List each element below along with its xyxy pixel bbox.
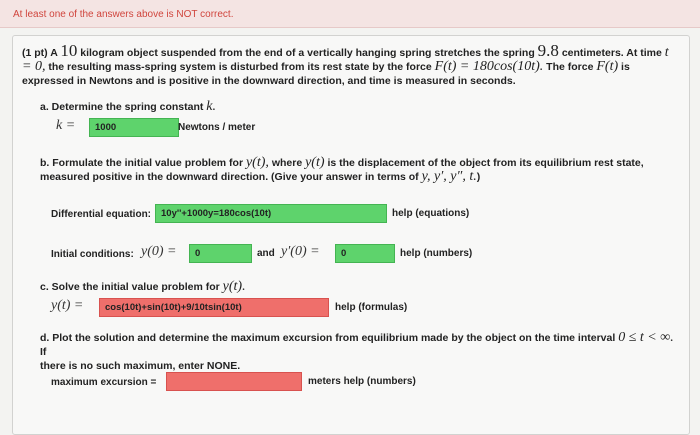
part-b-text-1: b. Formulate the initial value problem for bbox=[40, 157, 244, 169]
force-equation: F(t) = 180cos(10t). bbox=[434, 59, 544, 74]
y0-input[interactable]: 0 bbox=[189, 244, 252, 263]
help-numbers-link[interactable]: help (numbers) bbox=[400, 248, 473, 259]
yprime0-input[interactable]: 0 bbox=[335, 244, 395, 263]
part-a-text: a. Determine the spring constant bbox=[40, 101, 204, 113]
help-equations-link[interactable]: help (equations) bbox=[392, 208, 470, 219]
part-d-label bbox=[40, 331, 680, 373]
part-c-label bbox=[40, 280, 246, 294]
banner-message: At least one of the answers above is NOT correct. bbox=[13, 9, 234, 20]
spring-constant-input[interactable]: 1000 bbox=[89, 118, 179, 137]
mass-value: 10 bbox=[60, 41, 78, 60]
variables-list: y, y′, y″, t. bbox=[421, 169, 477, 184]
problem-statement bbox=[22, 41, 677, 88]
y0-label: y(0) = bbox=[141, 244, 177, 259]
solution-input[interactable]: cos(10t)+sin(10t)+9/10tsin(10t) bbox=[99, 298, 329, 317]
part-d-text-3: there is no such maximum, enter NONE. bbox=[40, 360, 241, 372]
differential-equation-label: Differential equation: bbox=[51, 209, 152, 220]
part-d-text-2: If bbox=[40, 346, 47, 358]
incorrect-answer-banner bbox=[0, 0, 700, 28]
max-excursion-input[interactable] bbox=[166, 372, 302, 391]
yt-equals-label: y(t) = bbox=[51, 298, 84, 313]
part-c-text: c. Solve the initial value problem for bbox=[40, 281, 220, 293]
problem-text-2: centimeters. At time bbox=[561, 47, 662, 59]
problem-text-3: the resulting mass-spring system is disturbed from its rest state by the force bbox=[48, 61, 432, 73]
problem-text-1: kilogram object suspended from the end of a vertically hanging spring stretches the spring bbox=[80, 47, 535, 59]
problem-text-4: The force bbox=[546, 61, 594, 73]
yt-symbol-2: y(t) bbox=[305, 155, 325, 170]
initial-conditions-label: Initial conditions: bbox=[51, 249, 134, 260]
part-b-text-2: where bbox=[271, 157, 303, 169]
meters-help-numbers-link[interactable]: meters help (numbers) bbox=[308, 376, 416, 387]
part-b-text-4: measured positive in the downward direction. (Give your answer in terms of bbox=[40, 171, 419, 183]
problem-text-5: is expressed in Newtons and is positive in the downward direction, and time is measured in seconds. bbox=[22, 61, 630, 87]
part-b-text-3: is the displacement of the object from its equilibrium rest state, bbox=[327, 157, 644, 169]
yt-symbol: y(t), bbox=[245, 155, 269, 170]
and-label: and bbox=[257, 248, 275, 259]
help-formulas-link[interactable]: help (formulas) bbox=[335, 302, 408, 313]
part-a-label bbox=[40, 100, 216, 114]
time-interval: 0 ≤ t < ∞. bbox=[618, 330, 674, 345]
max-excursion-label: maximum excursion = bbox=[51, 377, 157, 388]
part-b-label bbox=[40, 156, 670, 184]
part-d-text-1: d. Plot the solution and determine the maximum excursion from equilibrium made by the object on the time interval bbox=[40, 332, 616, 344]
differential-equation-input[interactable]: 10y''+1000y=180cos(10t) bbox=[155, 204, 387, 223]
problem-intro: (1 pt) A bbox=[22, 47, 58, 59]
part-b-text-5: ) bbox=[476, 171, 481, 183]
problem-panel bbox=[12, 35, 690, 435]
stretch-value: 9.8 bbox=[537, 41, 559, 60]
spring-constant-units: Newtons / meter bbox=[178, 122, 256, 133]
k-equals-label: k = bbox=[56, 118, 76, 133]
yprime0-label: y′(0) = bbox=[281, 244, 320, 259]
force-symbol: F(t) bbox=[596, 59, 619, 74]
yt-symbol-3: y(t). bbox=[222, 279, 246, 294]
time-zero: t = 0, bbox=[22, 45, 669, 74]
spring-constant-symbol: k. bbox=[206, 99, 217, 114]
